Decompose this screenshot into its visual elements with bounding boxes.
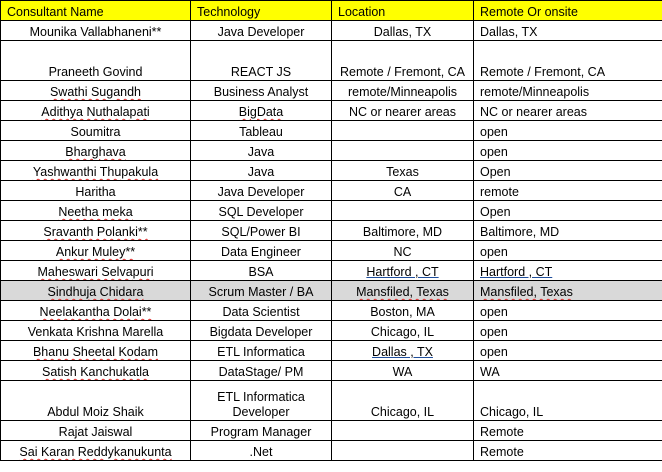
- remote-or-onsite-cell: [474, 261, 662, 281]
- technology-cell: [191, 21, 332, 41]
- location-cell: [332, 301, 474, 321]
- technology-text: Program Manager: [210, 425, 312, 439]
- location-cell: [332, 81, 474, 101]
- remote-or-onsite-cell: [474, 101, 662, 121]
- remote-or-onsite-cell: [474, 21, 662, 41]
- technology-text: BigData: [238, 105, 284, 119]
- consultant-name-cell: [1, 361, 191, 381]
- technology-text: Business Analyst: [213, 85, 309, 99]
- consultant-name-cell: [1, 421, 191, 441]
- remote-or-onsite-text: WA: [480, 365, 500, 379]
- technology-text: Bigdata Developer: [209, 325, 313, 339]
- remote-or-onsite-text: open: [480, 325, 508, 339]
- remote-or-onsite-cell: [474, 161, 662, 181]
- location-cell: [332, 121, 474, 141]
- remote-or-onsite-text: remote/Minneapolis: [480, 85, 590, 99]
- consultant-name-cell: [1, 221, 191, 241]
- technology-text: Data Scientist: [222, 305, 300, 319]
- technology-cell: [191, 361, 332, 381]
- header-location: Location: [332, 1, 474, 21]
- technology-cell: [191, 181, 332, 201]
- remote-or-onsite-cell: [474, 241, 662, 261]
- location-cell: [332, 41, 474, 81]
- consultant-name-text: Haritha: [75, 185, 116, 199]
- consultant-name-text: Praneeth Govind: [48, 65, 143, 79]
- remote-or-onsite-text: Chicago, IL: [480, 405, 544, 419]
- technology-cell: [191, 301, 332, 321]
- location-text: CA: [393, 185, 412, 199]
- remote-or-onsite-cell: [474, 201, 662, 221]
- location-cell: [332, 361, 474, 381]
- technology-text: .Net: [249, 445, 273, 459]
- technology-text: ETL Informatica Developer: [217, 390, 305, 419]
- consultant-name-cell: [1, 81, 191, 101]
- consultant-name-cell: [1, 341, 191, 361]
- location-text: Boston, MA: [370, 305, 435, 319]
- technology-text: Tableau: [239, 125, 283, 139]
- technology-text: ETL Informatica: [217, 345, 305, 359]
- technology-cell: [191, 81, 332, 101]
- location-cell: [332, 21, 474, 41]
- remote-or-onsite-text: Dallas, TX: [480, 25, 538, 39]
- consultant-name-cell: [1, 181, 191, 201]
- technology-cell: [191, 221, 332, 241]
- consultant-name-text: Bharghava: [65, 145, 126, 159]
- consultant-name-text: Satish Kanchukatla: [41, 365, 149, 379]
- consultant-name-text: Maheswari Selvapuri: [37, 265, 154, 279]
- consultant-name-text: Soumitra: [70, 125, 121, 139]
- remote-or-onsite-text: NC or nearer areas: [480, 105, 587, 119]
- consultant-name-text: Mounika Vallabhaneni**: [29, 25, 162, 39]
- consultant-name-cell: [1, 321, 191, 341]
- technology-text: REACT JS: [230, 65, 292, 79]
- technology-cell: [191, 381, 332, 421]
- table-row: [1, 381, 662, 421]
- consultant-name-text: Ankur Muley**: [55, 245, 136, 259]
- remote-or-onsite-cell: [474, 181, 662, 201]
- consultant-name-cell: [1, 201, 191, 221]
- table-row: [1, 181, 662, 201]
- remote-or-onsite-cell: [474, 421, 662, 441]
- remote-or-onsite-text: Mansfiled, Texas: [480, 285, 573, 299]
- technology-cell: [191, 101, 332, 121]
- consultant-name-cell: [1, 101, 191, 121]
- consultant-name-cell: [1, 141, 191, 161]
- consultant-name-text: Sai Karan Reddykanukunta: [19, 445, 172, 459]
- table-row: [1, 341, 662, 361]
- header-row: [1, 1, 662, 21]
- technology-text: SQL Developer: [218, 205, 304, 219]
- location-text: Dallas , TX: [372, 345, 433, 359]
- location-text: Chicago, IL: [370, 405, 435, 419]
- remote-or-onsite-text: open: [480, 305, 508, 319]
- location-cell: [332, 441, 474, 461]
- technology-cell: [191, 121, 332, 141]
- table-row: [1, 241, 662, 261]
- technology-cell: [191, 281, 332, 301]
- table-row: [1, 221, 662, 241]
- location-cell: [332, 161, 474, 181]
- technology-text: Java Developer: [217, 185, 305, 199]
- technology-cell: [191, 161, 332, 181]
- remote-or-onsite-text: Remote / Fremont, CA: [480, 65, 606, 79]
- consultant-name-text: Venkata Krishna Marella: [27, 325, 164, 339]
- remote-or-onsite-cell: [474, 41, 662, 81]
- technology-cell: [191, 241, 332, 261]
- location-cell: [332, 381, 474, 421]
- technology-text: Java: [247, 165, 275, 179]
- table-row: [1, 201, 662, 221]
- location-cell: [332, 341, 474, 361]
- consultant-name-text: Neetha meka: [58, 205, 133, 219]
- location-cell: [332, 261, 474, 281]
- consultant-name-cell: [1, 121, 191, 141]
- table-row: [1, 121, 662, 141]
- location-text: Texas: [386, 165, 419, 179]
- table-row: [1, 41, 662, 81]
- remote-or-onsite-text: open: [480, 125, 508, 139]
- location-cell: [332, 101, 474, 121]
- consultant-name-text: Sravanth Polanki**: [43, 225, 148, 239]
- technology-cell: [191, 41, 332, 81]
- consultant-name-text: Yashwanthi Thupakula: [32, 165, 159, 179]
- remote-or-onsite-cell: [474, 281, 662, 301]
- location-cell: [332, 281, 474, 301]
- table-row: [1, 261, 662, 281]
- remote-or-onsite-text: Open: [480, 205, 511, 219]
- consultant-name-cell: [1, 281, 191, 301]
- table-row: [1, 441, 662, 461]
- location-cell: [332, 181, 474, 201]
- location-text: NC: [393, 245, 412, 259]
- table-row: [1, 81, 662, 101]
- consultant-name-text: Rajat Jaiswal: [58, 425, 133, 439]
- location-cell: [332, 421, 474, 441]
- technology-text: SQL/Power BI: [221, 225, 301, 239]
- consultant-name-cell: [1, 381, 191, 421]
- location-cell: [332, 201, 474, 221]
- table-row: [1, 161, 662, 181]
- remote-or-onsite-text: Remote: [480, 425, 524, 439]
- location-cell: [332, 141, 474, 161]
- location-text: Mansfiled, Texas: [356, 285, 449, 299]
- header-remote-or-onsite: Remote Or onsite: [474, 1, 662, 21]
- remote-or-onsite-cell: [474, 221, 662, 241]
- table-row: [1, 141, 662, 161]
- location-text: Remote / Fremont, CA: [339, 65, 466, 79]
- location-cell: [332, 241, 474, 261]
- remote-or-onsite-cell: [474, 81, 662, 101]
- technology-cell: [191, 261, 332, 281]
- consultant-name-cell: [1, 41, 191, 81]
- location-cell: [332, 221, 474, 241]
- location-text: remote/Minneapolis: [347, 85, 458, 99]
- table-row: [1, 21, 662, 41]
- remote-or-onsite-text: Baltimore, MD: [480, 225, 560, 239]
- remote-or-onsite-text: open: [480, 245, 508, 259]
- consultant-name-cell: [1, 21, 191, 41]
- consultant-name-text: Abdul Moiz Shaik: [47, 405, 144, 419]
- technology-text: Java Developer: [217, 25, 305, 39]
- consultant-name-text: Sindhuja Chidara: [47, 285, 144, 299]
- consultant-name-cell: [1, 441, 191, 461]
- technology-cell: [191, 321, 332, 341]
- location-cell: [332, 321, 474, 341]
- location-text: Chicago, IL: [370, 325, 435, 339]
- table-row: [1, 281, 662, 301]
- technology-text: BSA: [248, 265, 274, 279]
- remote-or-onsite-text: Remote: [480, 445, 524, 459]
- consultant-name-cell: [1, 241, 191, 261]
- table-row: [1, 301, 662, 321]
- remote-or-onsite-text: Hartford , CT: [480, 265, 553, 279]
- table-row: [1, 421, 662, 441]
- table-row: [1, 361, 662, 381]
- location-text: WA: [392, 365, 413, 379]
- consultant-name-text: Swathi Sugandh: [49, 85, 142, 99]
- remote-or-onsite-text: open: [480, 345, 508, 359]
- header-technology: Technology: [191, 1, 332, 21]
- remote-or-onsite-cell: [474, 121, 662, 141]
- remote-or-onsite-text: open: [480, 145, 508, 159]
- consultant-name-text: Bhanu Sheetal Kodam: [32, 345, 159, 359]
- location-text: Hartford , CT: [366, 265, 439, 279]
- technology-cell: [191, 341, 332, 361]
- technology-text: Data Engineer: [221, 245, 301, 259]
- technology-text: Java: [247, 145, 275, 159]
- location-text: Baltimore, MD: [362, 225, 443, 239]
- table-row: [1, 101, 662, 121]
- remote-or-onsite-cell: [474, 381, 662, 421]
- remote-or-onsite-cell: [474, 361, 662, 381]
- technology-text: DataStage/ PM: [218, 365, 304, 379]
- remote-or-onsite-text: Open: [480, 165, 511, 179]
- technology-text: Scrum Master / BA: [208, 285, 314, 299]
- header-consultant-name: Consultant Name: [1, 1, 191, 21]
- technology-cell: [191, 441, 332, 461]
- consultant-name-cell: [1, 261, 191, 281]
- consultant-name-text: Neelakantha Dolai**: [39, 305, 152, 319]
- remote-or-onsite-cell: [474, 321, 662, 341]
- consultant-name-cell: [1, 301, 191, 321]
- technology-cell: [191, 201, 332, 221]
- consultant-name-text: Adithya Nuthalapati: [41, 105, 150, 119]
- technology-cell: [191, 141, 332, 161]
- remote-or-onsite-text: remote: [480, 185, 519, 199]
- remote-or-onsite-cell: [474, 341, 662, 361]
- location-text: NC or nearer areas: [349, 105, 456, 119]
- location-text: Dallas, TX: [373, 25, 432, 39]
- remote-or-onsite-cell: [474, 141, 662, 161]
- remote-or-onsite-cell: [474, 301, 662, 321]
- technology-cell: [191, 421, 332, 441]
- consultant-name-cell: [1, 161, 191, 181]
- table-row: [1, 321, 662, 341]
- remote-or-onsite-cell: [474, 441, 662, 461]
